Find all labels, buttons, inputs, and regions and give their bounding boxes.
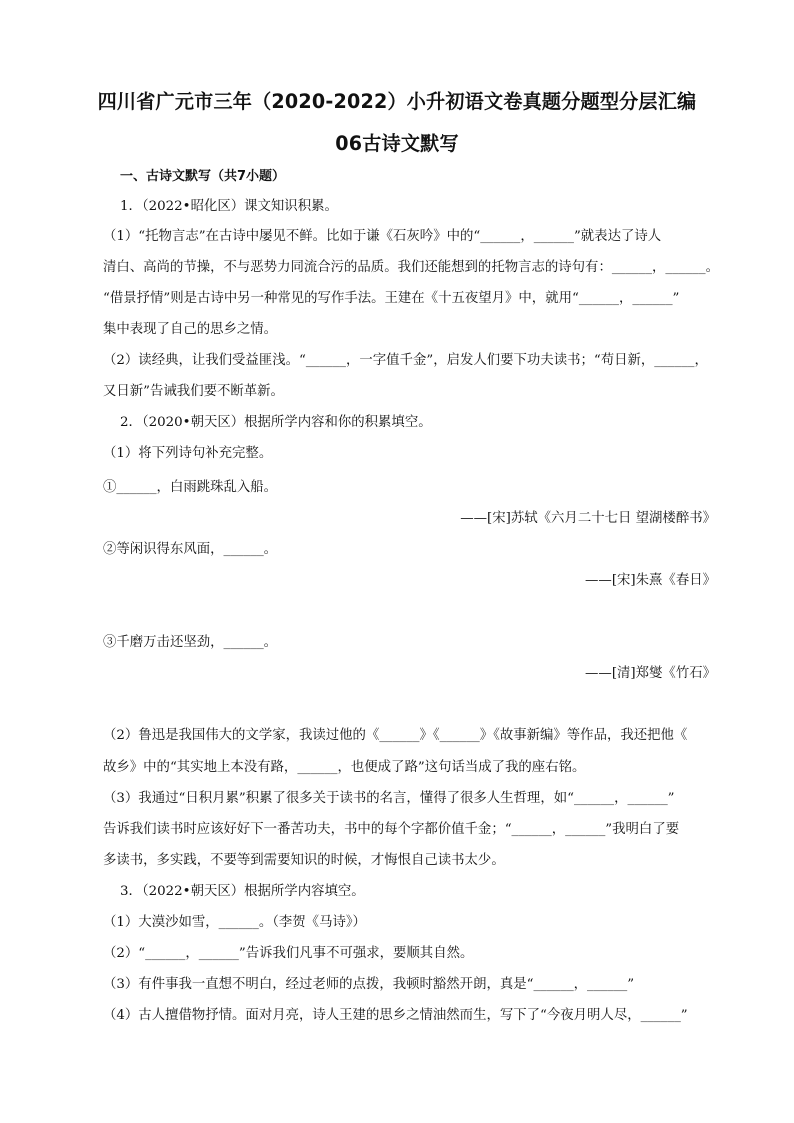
question-1-stem: 1．（2022•昭化区）课文知识积累。 (120, 199, 338, 214)
question-2-part-2-line: 故乡》中的“其实地上本没有路，______，也便成了路”这句话当成了我的座右铭。 (103, 760, 586, 775)
poem-source-2: ——[宋]朱熹《春日》 (585, 573, 716, 588)
question-1-part-1-line: （1）“托物言志”在古诗中屡见不鲜。比如于谦《石灰吟》中的“______，______”就表达了诗人 (103, 229, 662, 244)
question-2-part-3-line: 多读书，多实践，不要等到需要知识的时候，才悔恨自己读书太少。 (103, 853, 505, 868)
poem-line-3: ③千磨万击还坚劲，______。 (103, 635, 278, 650)
question-2-stem: 2．（2020•朝天区）根据所学内容和你的积累填空。 (120, 415, 432, 430)
poem-line-1: ①______，白雨跳珠乱入船。 (103, 480, 278, 495)
question-3-part-2-line: （2）“______，______”告诉我们凡事不可强求，要顺其自然。 (103, 946, 474, 961)
poem-source-3: ——[清]郑燮《竹石》 (585, 666, 716, 681)
question-2-part-1-line: （1）将下列诗句补充完整。 (103, 446, 273, 461)
question-1-part-2-line: 又日新”告诫我们要不断革新。 (103, 384, 284, 399)
question-3-part-4-line: （4）古人擅借物抒情。面对月亮，诗人王建的思乡之情油然而生，写下了“今夜月明人尽，______” (103, 1008, 688, 1023)
question-2-part-3-line: （3）我通过“日积月累”积累了很多关于读书的名言，懂得了很多人生哲理，如“______，______” (103, 791, 675, 806)
question-3-part-1-line: （1）大漠沙如雪，______。（李贺《马诗》） (103, 915, 366, 930)
question-3-stem: 3．（2022•朝天区）根据所学内容填空。 (120, 884, 365, 899)
section-heading: 一、古诗文默写（共7小题） (120, 169, 286, 184)
question-2-part-2-line: （2）鲁迅是我国伟大的文学家，我读过他的《______》《______》《故事新编》等作品，我还把他《 (103, 728, 688, 743)
question-3-part-3-line: （3）有件事我一直想不明白，经过老师的点拨，我顿时豁然开朗，真是“______，______” (103, 977, 635, 992)
question-1-part-1-line: 集中表现了自己的思乡之情。 (103, 322, 278, 337)
poem-source-1: ——[宋]苏轼《六月二十七日 望湖楼醉书》 (460, 511, 716, 526)
poem-line-2: ②等闲识得东风面，______。 (103, 542, 278, 557)
document-title: 四川省广元市三年（2020-2022）小升初语文卷真题分题型分层汇编 (97, 90, 697, 113)
question-1-part-1-line: 清白、高尚的节操，不与恶势力同流合污的品质。我们还能想到的托物言志的诗句有：______，______。 (103, 260, 719, 275)
question-1-part-1-line: “借景抒情”则是古诗中另一种常见的写作手法。王建在《十五夜望月》中，就用“______，______” (103, 291, 680, 306)
question-1-part-2-line: （2）读经典，让我们受益匪浅。“______，一字值千金”，启发人们要下功夫读书；“苟日新，______， (103, 353, 708, 368)
question-2-part-3-line: 告诉我们读书时应该好好下一番苦功夫，书中的每个字都价值千金；“______，______”我明白了要 (103, 822, 680, 837)
document-subtitle: 06古诗文默写 (335, 132, 459, 155)
